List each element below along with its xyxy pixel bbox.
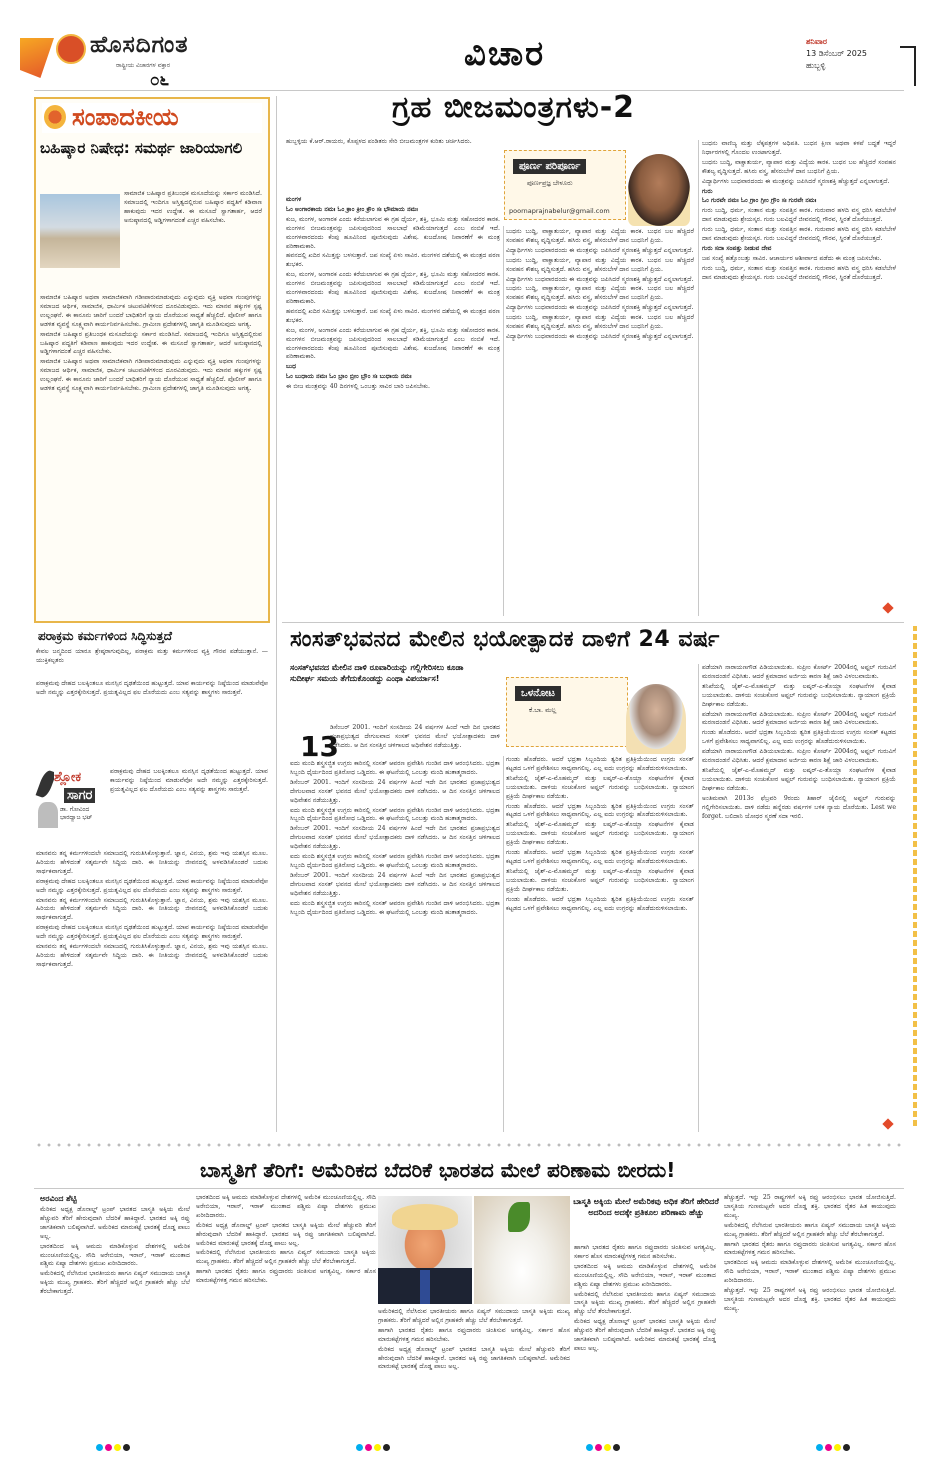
subhead-mars: ಮಂಗಳ [286,196,302,203]
shloka-body [36,850,268,1128]
editorial-photo [40,194,120,268]
basmati-paragraph: ಹಾಗಾಗಿ ಭಾರತದ ರೈತರು ಹಾಗೂ ರಫ್ತುದಾರರು ಚಿಂತಿಸುವ ಅಗತ್ಯವಿಲ್ಲ. ಸರ್ಕಾರ ಹೊಸ ಮಾರುಕಟ್ಟೆಗಳತ್ತ ಗಮನ ಹರಿಸಬೇಕು. [378,1326,570,1343]
shloka-paragraph: ಮಾನವನು ತನ್ನ ಕರ್ಮಗಳಿಂದಲೇ ಸಮಾಜದಲ್ಲಿ ಗುರುತಿಸಿಕೊಳ್ಳುತ್ತಾನೆ. ಜ್ಞಾನ, ವಿನಯ, ಶ್ರಮ ಇವು ಯಶಸ್ಸಿನ ಮೂಲ. ಹಿರಿಯರು ಹೇಳಿದಂತೆ ಸತ್ಕರ್ಮವೇ ಸಿದ್ಧಿಯ ದಾರಿ. ಈ ನೀತಿಯನ್ನು ಜೀವನದಲ್ಲಿ ಅಳವಡಿಸಿಕೊಂಡರೆ ಬದುಕು ಸಾರ್ಥಕವಾಗುತ್ತದೆ. [36,896,268,922]
dotted-separator [34,1140,904,1150]
shloka-paragraph: ಮಾನವನು ತನ್ನ ಕರ್ಮಗಳಿಂದಲೇ ಸಮಾಜದಲ್ಲಿ ಗುರುತಿಸಿಕೊಳ್ಳುತ್ತಾನೆ. ಜ್ಞಾನ, ವಿನಯ, ಶ್ರಮ ಇವು ಯಶಸ್ಸಿನ ಮೂಲ. ಹಿರಿಯರು ಹೇಳಿದಂತೆ ಸತ್ಕರ್ಮವೇ ಸಿದ್ಧಿಯ ದಾರಿ. ಈ ನೀತಿಯನ್ನು ಜೀವನದಲ್ಲಿ ಅಳವಡಿಸಿಕೊಂಡರೆ ಬದುಕು ಸಾರ್ಥಕವಾಗುತ್ತದೆ. [36,943,268,968]
basmati-paragraph: ಹೆಚ್ಚುತ್ತದೆ. ಇನ್ನು 25 ರಾಷ್ಟ್ರಗಳಿಗೆ ಅಕ್ಕಿ ರಫ್ತು ಆರಂಭಿಸಲು ಭಾರತ ಯೋಜಿಸುತ್ತಿದೆ. ಬಾಸ್ಮತಿಯ ಗುಣಮಟ್ಟವೇ ಅದರ ದೊಡ್ಡ ಶಕ್ತಿ. ಭಾರತದ ರೈತರ ಹಿತ ಕಾಯುವುದು ಮುಖ್ಯ. [724,1194,896,1219]
page-number: ೦೬ [150,70,170,90]
black-dot [613,1444,620,1451]
drop-cap: 13 [300,730,339,763]
parliament-paragraph: ಡಿಸೆಂಬರ್ 2001. ಇಂದಿಗೆ ಸಂಸದೀಯ 24 ವರ್ಷಗಳ ಹಿಂದೆ ಇದೇ ದಿನ ಭಾರತದ ಪ್ರಜಾಪ್ರಭುತ್ವದ ದೇಗುಲವಾದ ಸಂಸತ್ ಭವನದ ಮೇಲೆ ಭಯೋತ್ಪಾದಕರು ದಾಳಿ ನಡೆಸಿದರು. ಆ ದಿನ ಸಂಸತ್ತಿನ ಚಳಿಗಾಲದ ಅಧಿವೇಶನ ನಡೆಯುತ್ತಿತ್ತು. [290,871,500,897]
main-paragraph: ಜಪ ಸಂಖ್ಯೆ ಹತ್ತೊಂಬತ್ತು ಸಾವಿರ. ಆಚಾರ್ಯರ ಆಶೀರ್ವಾದ ಪಡೆದು ಈ ಮಂತ್ರ ಜಪಿಸಬೇಕು. [702,254,882,262]
basmati-paragraph: ಅಮೆರಿಕದಲ್ಲಿ ನೆಲೆಸಿರುವ ಭಾರತೀಯರು ಹಾಗೂ ಏಷ್ಯನ್ ಸಮುದಾಯ ಬಾಸ್ಮತಿ ಅಕ್ಕಿಯ ಮುಖ್ಯ ಗ್ರಾಹಕರು. ತೆರಿಗೆ ಹೆಚ್ಚಿದರೆ ಅಲ್ಲಿನ ಗ್ರಾಹಕರೇ ಹೆಚ್ಚು ಬೆಲೆ ತೆರಬೇಕಾಗುತ್ತದೆ. [378,1308,570,1324]
parliament-paragraph: ಅಂತಿಮವಾಗಿ 2013ರ ಫೆಬ್ರವರಿ 9ರಂದು ತಿಹಾರ್ ಜೈಲಿನಲ್ಲಿ ಅಫ್ಜಲ್ ಗುರುವನ್ನು ಗಲ್ಲಿಗೇರಿಸಲಾಯಿತು. ದಾಳಿ ನಡೆದು ಹನ್ನೆರಡು ವರ್ಷಗಳ ಬಳಿಕ ನ್ಯಾಯ ದೊರೆಯಿತು. Lest we forget. ಬಲಿದಾನಿ ಯೋಧರ ಸ್ಮರಣೆ ಸದಾ ಇರಲಿ. [702,794,896,820]
main-paragraph: ವಿದ್ಯಾರ್ಥಿಗಳು ಬುಧವಾರದಂದು ಈ ಮಂತ್ರವನ್ನು ಜಪಿಸಿದರೆ ಸ್ಮರಣಶಕ್ತಿ ಹೆಚ್ಚುತ್ತದೆ ಎನ್ನಲಾಗುತ್ತದೆ. [506,332,694,340]
basmati-paragraph: ಮೆರಿಕದ ಅಧ್ಯಕ್ಷ ಡೊನಾಲ್ಡ್ ಟ್ರಂಪ್ ಭಾರತದ ಬಾಸ್ಮತಿ ಅಕ್ಕಿಯ ಮೇಲೆ ಹೆಚ್ಚುವರಿ ತೆರಿಗೆ ಹೇರುವುದಾಗಿ ಬೆದರಿಕೆ ಹಾಕಿದ್ದಾರೆ. ಭಾರತದ ಅಕ್ಕಿ ರಫ್ತು ಜಾಗತಿಕವಾಗಿ ಬಲಿಷ್ಠವಾಗಿದೆ. ಅಮೆರಿಕದ ಮಾರುಕಟ್ಟೆ ಭಾರತಕ್ಕೆ ದೊಡ್ಡ ಪಾಲು ಅಲ್ಲ. [40,1206,190,1240]
trump-photo [378,1196,472,1304]
print-registration-marks [586,1436,622,1446]
mantra-mars: ಓಂ ಅಂಗಾರಕಾಯ ನಮಃ ಓಂ ಕ್ರಾಂ ಕ್ರೀಂ ಕ್ರೌಂ ಸಃ ಭೌಮಾಯ ನಮಃ [286,205,418,213]
basmati-paragraph: ಅಮೆರಿಕದಲ್ಲಿ ನೆಲೆಸಿರುವ ಭಾರತೀಯರು ಹಾಗೂ ಏಷ್ಯನ್ ಸಮುದಾಯ ಬಾಸ್ಮತಿ ಅಕ್ಕಿಯ ಮುಖ್ಯ ಗ್ರಾಹಕರು. ತೆರಿಗೆ ಹೆಚ್ಚಿದರೆ ಅಲ್ಲಿನ ಗ್ರಾಹಕರೇ ಹೆಚ್ಚು ಬೆಲೆ ತೆರಬೇಕಾಗುತ್ತದೆ. [574,1290,716,1316]
basmati-paragraph: ಮೆರಿಕದ ಅಧ್ಯಕ್ಷ ಡೊನಾಲ್ಡ್ ಟ್ರಂಪ್ ಭಾರತದ ಬಾಸ್ಮತಿ ಅಕ್ಕಿಯ ಮೇಲೆ ಹೆಚ್ಚುವರಿ ತೆರಿಗೆ ಹೇರುವುದಾಗಿ ಬೆದರಿಕೆ ಹಾಕಿದ್ದಾರೆ. ಭಾರತದ ಅಕ್ಕಿ ರಫ್ತು ಜಾಗತಿಕವಾಗಿ ಬಲಿಷ್ಠವಾಗಿದೆ. ಅಮೆರಿಕದ ಮಾರುಕಟ್ಟೆ ಭಾರತಕ್ಕೆ ದೊಡ್ಡ ಪಾಲು ಅಲ್ಲ. [574,1318,716,1352]
parliament-paragraph: ಪಡೆಯಾಗಿ ನಾರಾಯಣಗೌಡ ಪಿಡಿಯಲಾಯಿತು. ಸುಪ್ರೀಂ ಕೋರ್ಟ್ 2004ರಲ್ಲಿ ಅಫ್ಜಲ್ ಗುರುವಿಗೆ ಮರಣದಂಡನೆ ವಿಧಿಸಿತು. ಆದರೆ ಕ್ಷಮಾದಾನ ಅರ್ಜಿಯ ಕಾರಣ ಶಿಕ್ಷೆ ಜಾರಿ ವಿಳಂಬವಾಯಿತು. [702,748,896,765]
basmati-col-1 [40,1206,190,1430]
main-paragraph: ಗುರು ಬುದ್ಧಿ, ಧರ್ಮ, ಸಂತಾನ ಮತ್ತು ಸಂಪತ್ತಿನ ಕಾರಕ. ಗುರುವಾರ ಹಳದಿ ವಸ್ತ್ರ ಧರಿಸಿ ಕಡಲೆಬೇಳೆ ದಾನ ಮಾಡುವುದು ಶ್ರೇಯಸ್ಕರ. ಗುರು ಬಲವಿದ್ದರೆ ಜೀವನದಲ್ಲಿ ಗೌರವ, ಸ್ಥಿರತೆ ದೊರೆಯುತ್ತದೆ. [702,264,896,281]
author-name: ಪೂರ್ಣಪ್ರಜ್ಞ ಬೇಳೂರು [527,179,573,187]
mantra-mercury: ಓಂ ಬುಧಾಯ ನಮಃ ಓಂ ಬ್ರಾಂ ಬ್ರೀಂ ಬ್ರೌಂ ಸಃ ಬುಧಾಯ ನಮಃ [286,373,412,381]
quote-text: ಕೇವಲ ಜನ್ಮದಿಂದ ಯಾರೂ ಶ್ರೇಷ್ಠರಾಗುವುದಿಲ್ಲ, ಪರಾಕ್ರಮ ಮತ್ತು ಕರ್ಮಗಳಿಂದ ವ್ಯಕ್ತಿ ಗೌರವ ಪಡೆಯುತ್ತಾನೆ. — ಯುಕ್ತಿಕಲ್ಪತರು [36,648,268,664]
basmati-col-2 [196,1194,376,1430]
author-name: ಕೆ.ಬಾ. ಮಲ್ಲ [529,706,557,714]
column-divider [698,664,699,1132]
author-email: poornaprajnabelur@gmail.com [509,207,610,215]
main-paragraph: ಕುಜ, ಮಂಗಳ, ಅಂಗಾರಕ ಎಂದು ಕರೆಯಲಾಗುವ ಈ ಗ್ರಹ ಧೈರ್ಯ, ಶಕ್ತಿ, ಭೂಮಿ ಮತ್ತು ಸಹೋದರರ ಕಾರಕ. ಮಂಗಳನ ಬೀಜಮಂತ್ರವನ್ನು ಜಪಿಸುವುದರಿಂದ ಸಾಲಬಾಧೆ ಕಡಿಮೆಯಾಗುತ್ತದೆ ಎಂಬ ನಂಬಿಕೆ ಇದೆ. ಮಂಗಳವಾರದಂದು ಕೆಂಪು ಹೂವಿನಿಂದ ಪೂಜಿಸುವುದು ವಿಶೇಷ. ಕುಜದೋಷ ನಿವಾರಣೆಗೆ ಈ ಮಂತ್ರ ಪರಿಣಾಮಕಾರಿ. [286,215,500,250]
black-dot [843,1444,850,1451]
basmati-paragraph: ಭಾರತದಿಂದ ಅಕ್ಕಿ ಆಮದು ಮಾಡಿಕೊಳ್ಳುವ ದೇಶಗಳಲ್ಲಿ ಅಮೆರಿಕ ಮುಂಚೂಣಿಯಲ್ಲಿಲ್ಲ. ಸೌದಿ ಅರೇಬಿಯಾ, ಇರಾನ್, ಇರಾಕ್ ಮುಂತಾದ ಪಶ್ಚಿಮ ಏಷ್ಯಾ ದೇಶಗಳು ಪ್ರಮುಖ ಖರೀದಿದಾರರು. [40,1242,190,1268]
author-photo [38,802,58,828]
editorial-label: ಸಂಪಾದಕೀಯ [72,103,179,131]
yellow-dot [834,1444,841,1451]
print-registration-marks [816,1436,852,1446]
main-paragraph: ಬುಧನು ಬುದ್ಧಿ, ವಾಕ್ಚಾತುರ್ಯ, ವ್ಯಾಪಾರ ಮತ್ತು ವಿದ್ಯೆಯ ಕಾರಕ. ಬುಧನ ಬಲ ಹೆಚ್ಚಿದರೆ ಸಂವಹನ ಕೌಶಲ್ಯ ವೃದ್ಧಿಸುತ್ತದೆ. ಹಸಿರು ವಸ್ತ್ರ, ಹೆಸರುಬೇಳೆ ದಾನ ಬುಧನಿಗೆ ಪ್ರಿಯ. [506,256,694,273]
section-rule [282,622,904,623]
city-label: ಹುಬ್ಬಳ್ಳಿ [806,61,826,70]
parliament-col-1 [290,760,500,1132]
basmati-paragraph: ಮೆರಿಕದ ಅಧ್ಯಕ್ಷ ಡೊನಾಲ್ಡ್ ಟ್ರಂಪ್ ಭಾರತದ ಬಾಸ್ಮತಿ ಅಕ್ಕಿಯ ಮೇಲೆ ಹೆಚ್ಚುವರಿ ತೆರಿಗೆ ಹೇರುವುದಾಗಿ ಬೆದರಿಕೆ ಹಾಕಿದ್ದಾರೆ. ಭಾರತದ ಅಕ್ಕಿ ರಫ್ತು ಜಾಗತಿಕವಾಗಿ ಬಲಿಷ್ಠವಾಗಿದೆ. ಅಮೆರಿಕದ ಮಾರುಕಟ್ಟೆ ಭಾರತಕ್ಕೆ ದೊಡ್ಡ ಪಾಲು ಅಲ್ಲ. [378,1345,570,1371]
author-photo [626,684,686,754]
masthead-logo [20,30,252,90]
column-divider [698,140,699,616]
parliament-paragraph: ಐದು ಮಂದಿ ಶಸ್ತ್ರಸಜ್ಜಿತ ಉಗ್ರರು ಕಾರಿನಲ್ಲಿ ಸಂಸತ್ ಆವರಣ ಪ್ರವೇಶಿಸಿ ಗುಂಡಿನ ದಾಳಿ ಆರಂಭಿಸಿದರು. ಭದ್ರತಾ ಸಿಬ್ಬಂದಿ ಧೈರ್ಯದಿಂದ ಪ್ರತಿರೋಧ ಒಡ್ಡಿದರು. ಈ ಘಟನೆಯಲ್ಲಿ ಒಂಬತ್ತು ಮಂದಿ ಹುತಾತ್ಮರಾದರು. [290,853,500,869]
main-paragraph: ಬುಧನು ವಾಣಿಜ್ಯ ಮತ್ತು ಲೆಕ್ಕಪತ್ರಗಳ ಅಧಿಪತಿ. ಬುಧನ ಕ್ಷೀಣ ಅಥವಾ ಕಳಪೆ ಬದ್ಧತೆ ಇದ್ದರೆ ನಿರ್ಧಾರಗಳಲ್ಲಿ ಗೊಂದಲ ಉಂಟಾಗುತ್ತದೆ. [702,140,896,156]
parliament-paragraph: ಡಿಸೆಂಬರ್ 2001. ಇಂದಿಗೆ ಸಂಸದೀಯ 24 ವರ್ಷಗಳ ಹಿಂದೆ ಇದೇ ದಿನ ಭಾರತದ ಪ್ರಜಾಪ್ರಭುತ್ವದ ದೇಗುಲವಾದ ಸಂಸತ್ ಭವನದ ಮೇಲೆ ಭಯೋತ್ಪಾದಕರು ದಾಳಿ ನಡೆಸಿದರು. ಆ ದಿನ ಸಂಸತ್ತಿನ ಚಳಿಗಾಲದ ಅಧಿವೇಶನ ನಡೆಯುತ್ತಿತ್ತು. [290,825,500,851]
main-col-1 [286,196,500,616]
main-col-3 [702,140,896,616]
leaf-icon [508,1202,530,1232]
gold-edge-rule [913,626,917,1126]
paper-name: ಹೊಸದಿಗಂತ [90,32,189,58]
basmati-paragraph: ಅಮೆರಿಕದಲ್ಲಿ ನೆಲೆಸಿರುವ ಭಾರತೀಯರು ಹಾಗೂ ಏಷ್ಯನ್ ಸಮುದಾಯ ಬಾಸ್ಮತಿ ಅಕ್ಕಿಯ ಮುಖ್ಯ ಗ್ರಾಹಕರು. ತೆರಿಗೆ ಹೆಚ್ಚಿದರೆ ಅಲ್ಲಿನ ಗ್ರಾಹಕರೇ ಹೆಚ್ಚು ಬೆಲೆ ತೆರಬೇಕಾಗುತ್ತದೆ. [724,1221,896,1238]
main-paragraph: ವಿದ್ಯಾರ್ಥಿಗಳು ಬುಧವಾರದಂದು ಈ ಮಂತ್ರವನ್ನು ಜಪಿಸಿದರೆ ಸ್ಮರಣಶಕ್ತಿ ಹೆಚ್ಚುತ್ತದೆ ಎನ್ನಲಾಗುತ್ತದೆ. [506,275,694,283]
main-paragraph: ಈ ಬೀಜ ಮಂತ್ರವನ್ನು 40 ದಿನಗಳಲ್ಲಿ ಒಂಬತ್ತು ಸಾವಿರ ಬಾರಿ ಜಪಿಸಬೇಕು. [286,383,430,391]
cyan-dot [356,1444,363,1451]
byline: ಅರವಿಂದ ಶೆಟ್ಟಿ [40,1194,77,1203]
main-paragraph: ಕುಜ, ಮಂಗಳ, ಅಂಗಾರಕ ಎಂದು ಕರೆಯಲಾಗುವ ಈ ಗ್ರಹ ಧೈರ್ಯ, ಶಕ್ತಿ, ಭೂಮಿ ಮತ್ತು ಸಹೋದರರ ಕಾರಕ. ಮಂಗಳನ ಬೀಜಮಂತ್ರವನ್ನು ಜಪಿಸುವುದರಿಂದ ಸಾಲಬಾಧೆ ಕಡಿಮೆಯಾಗುತ್ತದೆ ಎಂಬ ನಂಬಿಕೆ ಇದೆ. ಮಂಗಳವಾರದಂದು ಕೆಂಪು ಹೂವಿನಿಂದ ಪೂಜಿಸುವುದು ವಿಶೇಷ. ಕುಜದೋಷ ನಿವಾರಣೆಗೆ ಈ ಮಂತ್ರ ಪರಿಣಾಮಕಾರಿ. [286,326,500,361]
ribbon-decoration [20,38,54,78]
shloka-body-top: ಪರಾಕ್ರಮವು ದೇಹದ ಬಲಕ್ಕಿಂತಲೂ ಮನಸ್ಸಿನ ದೃಢತೆಯಿಂದ ಹುಟ್ಟುತ್ತದೆ. ಯಾವ ಕಾರ್ಯವನ್ನು ನಿಷ್ಠೆಯಿಂದ ಮಾಡುವೆವೋ ಅದೇ ನಮ್ಮನ್ನು ಎತ್ತರಕ್ಕೇರಿಸುತ್ತದೆ. ಪ್ರಯತ್ನವಿಲ್ಲದ ಫಲ ದೊರೆಯದು ಎಂಬ ಸತ್ಯವನ್ನು ಶಾಸ್ತ್ರಗಳು ಸಾರುತ್ತವೆ. [36,680,268,696]
column-divider [503,226,504,616]
column-name: ಪೂರ್ಣ ಪರಿಪೂರ್ಣ [513,159,586,174]
cyan-dot [96,1444,103,1451]
yellow-dot [604,1444,611,1451]
parliament-paragraph: ಗುಂಡು ಹೊಡೆದರು. ಆದರೆ ಭದ್ರತಾ ಸಿಬ್ಬಂದಿಯ ತ್ವರಿತ ಪ್ರತಿಕ್ರಿಯೆಯಿಂದ ಉಗ್ರರು ಸಂಸತ್ ಕಟ್ಟಡದ ಒಳಗೆ ಪ್ರವೇಶಿಸಲು ಸಾಧ್ಯವಾಗಲಿಲ್ಲ. ಎಲ್ಲ ಐದು ಉಗ್ರರನ್ನು ಹೊಡೆದುರುಳಿಸಲಾಯಿತು. [702,729,896,746]
main-paragraph: ಹವನದಲ್ಲಿ ಖದಿರ ಸಮಿತ್ತನ್ನು ಬಳಸುತ್ತಾರೆ. ಜಪ ಸಂಖ್ಯೆ ಏಳು ಸಾವಿರ. ಮಂಗಳನ ದಶೆಯಲ್ಲಿ ಈ ಮಂತ್ರದ ಪಠಣ ಶುಭಕರ. [286,307,500,324]
logo-emblem-icon [56,34,86,64]
subhead-mercury: ಬುಧ [286,363,297,371]
paper-tagline: ರಾಷ್ಟ್ರೀಯ ವಿಚಾರಗಳ ವಕ್ತಾರ [116,62,171,69]
magenta-dot [365,1444,372,1451]
editorial-body [40,294,262,618]
parliament-opening: ಡಿಸೆಂಬರ್ 2001. ಇಂದಿಗೆ ಸಂಸದೀಯ 24 ವರ್ಷಗಳ ಹಿಂದೆ ಇದೇ ದಿನ ಭಾರತದ ಪ್ರಜಾಪ್ರಭುತ್ವದ ದೇಗುಲವಾದ ಸಂಸತ್ ಭವನದ ಮೇಲೆ ಭಯೋತ್ಪಾದಕರು ದಾಳಿ ನಡೆಸಿದರು. ಆ ದಿನ ಸಂಸತ್ತಿನ ಚಳಿಗಾಲದ ಅಧಿವೇಶನ ನಡೆಯುತ್ತಿತ್ತು. [330,724,500,749]
main-paragraph: ಬುಧನು ಬುದ್ಧಿ, ವಾಕ್ಚಾತುರ್ಯ, ವ್ಯಾಪಾರ ಮತ್ತು ವಿದ್ಯೆಯ ಕಾರಕ. ಬುಧನ ಬಲ ಹೆಚ್ಚಿದರೆ ಸಂವಹನ ಕೌಶಲ್ಯ ವೃದ್ಧಿಸುತ್ತದೆ. ಹಸಿರು ವಸ್ತ್ರ, ಹೆಸರುಬೇಳೆ ದಾನ ಬುಧನಿಗೆ ಪ್ರಿಯ. [506,314,694,331]
parliament-paragraph: ಐದು ಮಂದಿ ಶಸ್ತ್ರಸಜ್ಜಿತ ಉಗ್ರರು ಕಾರಿನಲ್ಲಿ ಸಂಸತ್ ಆವರಣ ಪ್ರವೇಶಿಸಿ ಗುಂಡಿನ ದಾಳಿ ಆರಂಭಿಸಿದರು. ಭದ್ರತಾ ಸಿಬ್ಬಂದಿ ಧೈರ್ಯದಿಂದ ಪ್ರತಿರೋಧ ಒಡ್ಡಿದರು. ಈ ಘಟನೆಯಲ್ಲಿ ಒಂಬತ್ತು ಮಂದಿ ಹುತಾತ್ಮರಾದರು. [290,806,500,823]
basmati-paragraph: ಅಮೆರಿಕದಲ್ಲಿ ನೆಲೆಸಿರುವ ಭಾರತೀಯರು ಹಾಗೂ ಏಷ್ಯನ್ ಸಮುದಾಯ ಬಾಸ್ಮತಿ ಅಕ್ಕಿಯ ಮುಖ್ಯ ಗ್ರಾಹಕರು. ತೆರಿಗೆ ಹೆಚ್ಚಿದರೆ ಅಲ್ಲಿನ ಗ್ರಾಹಕರೇ ಹೆಚ್ಚು ಬೆಲೆ ತೆರಬೇಕಾಗುತ್ತದೆ. [40,1270,190,1296]
editorial-paragraph: ಸಾಮಾಜಿಕ ಬಹಿಷ್ಕಾರ ಅಥವಾ ಸಾಮಾಜಿಕವಾಗಿ ಗಡೀಪಾರುಮಾಡುವುದು ಎನ್ನುವುದು ವ್ಯಕ್ತಿ ಅಥವಾ ಗುಂಪುಗಳನ್ನು ಸಮಾಜದ ಆರ್ಥಿಕ, ಸಾಮಾಜಿಕ, ಧಾರ್ಮಿಕ ಚಟುವಟಿಕೆಗಳಿಂದ ದೂರವಿಡುವುದು. ಇದು ಮಾನವ ಹಕ್ಕುಗಳ ಸ್ಪಷ್ಟ ಉಲ್ಲಂಘನೆ. ಈ ಕಾನೂನು ಜಾರಿಗೆ ಬಂದರೆ ಬಾಧಿತರಿಗೆ ನ್ಯಾಯ ದೊರೆಯುವ ಸಾಧ್ಯತೆ ಹೆಚ್ಚಲಿದೆ. ಪೊಲೀಸ್ ಹಾಗೂ ಆಡಳಿತ ವ್ಯವಸ್ಥೆ ಸೂಕ್ಷ್ಮವಾಗಿ ಕಾರ್ಯನಿರ್ವಹಿಸಬೇಕು. ಗ್ರಾಮೀಣ ಪ್ರದೇಶಗಳಲ್ಲಿ ಜಾಗೃತಿ ಮೂಡಿಸುವುದು ಅಗತ್ಯ. [40,294,262,328]
magenta-dot [595,1444,602,1451]
basmati-headline: ಬಾಸ್ಮತಿಗೆ ತೆರಿಗೆ: ಅಮೆರಿಕದ ಬೆದರಿಕೆ ಭಾರತದ ಮೇಲೆ ಪರಿಣಾಮ ಬೀರದು! [200,1158,676,1182]
print-registration-marks [356,1436,392,1446]
main-paragraph: ವಿದ್ಯಾರ್ಥಿಗಳು ಬುಧವಾರದಂದು ಈ ಮಂತ್ರವನ್ನು ಜಪಿಸಿದರೆ ಸ್ಮರಣಶಕ್ತಿ ಹೆಚ್ಚುತ್ತದೆ ಎನ್ನಲಾಗುತ್ತದೆ. [506,246,694,254]
editorial-header [42,103,262,133]
column-name: ಒಳನೋಟ [515,686,561,701]
cyan-dot [816,1444,823,1451]
author-photo [628,154,690,226]
basmati-paragraph: ಭಾರತದಿಂದ ಅಕ್ಕಿ ಆಮದು ಮಾಡಿಕೊಳ್ಳುವ ದೇಶಗಳಲ್ಲಿ ಅಮೆರಿಕ ಮುಂಚೂಣಿಯಲ್ಲಿಲ್ಲ. ಸೌದಿ ಅರೇಬಿಯಾ, ಇರಾನ್, ಇರಾಕ್ ಮುಂತಾದ ಪಶ್ಚಿಮ ಏಷ್ಯಾ ದೇಶಗಳು ಪ್ರಮುಖ ಖರೀದಿದಾರರು. [196,1194,376,1219]
main-paragraph: ಬುಧನು ಬುದ್ಧಿ, ವಾಕ್ಚಾತುರ್ಯ, ವ್ಯಾಪಾರ ಮತ್ತು ವಿದ್ಯೆಯ ಕಾರಕ. ಬುಧನ ಬಲ ಹೆಚ್ಚಿದರೆ ಸಂವಹನ ಕೌಶಲ್ಯ ವೃದ್ಧಿಸುತ್ತದೆ. ಹಸಿರು ವಸ್ತ್ರ, ಹೆಸರುಬೇಳೆ ದಾನ ಬುಧನಿಗೆ ಪ್ರಿಯ. [702,158,896,175]
parliament-paragraph: ಡಿಸೆಂಬರ್ 2001. ಇಂದಿಗೆ ಸಂಸದೀಯ 24 ವರ್ಷಗಳ ಹಿಂದೆ ಇದೇ ದಿನ ಭಾರತದ ಪ್ರಜಾಪ್ರಭುತ್ವದ ದೇಗುಲವಾದ ಸಂಸತ್ ಭವನದ ಮೇಲೆ ಭಯೋತ್ಪಾದಕರು ದಾಳಿ ನಡೆಸಿದರು. ಆ ದಿನ ಸಂಸತ್ತಿನ ಚಳಿಗಾಲದ ಅಧಿವೇಶನ ನಡೆಯುತ್ತಿತ್ತು. [290,778,500,804]
basmati-col-4 [574,1244,716,1430]
main-paragraph: ಬುಧನು ಬುದ್ಧಿ, ವಾಕ್ಚಾತುರ್ಯ, ವ್ಯಾಪಾರ ಮತ್ತು ವಿದ್ಯೆಯ ಕಾರಕ. ಬುಧನ ಬಲ ಹೆಚ್ಚಿದರೆ ಸಂವಹನ ಕೌಶಲ್ಯ ವೃದ್ಧಿಸುತ್ತದೆ. ಹಸಿರು ವಸ್ತ್ರ, ಹೆಸರುಬೇಳೆ ದಾನ ಬುಧನಿಗೆ ಪ್ರಿಯ. [506,228,694,244]
print-registration-marks [96,1436,132,1446]
pull-quote: ಬಾಸ್ಮತಿ ಅಕ್ಕಿಯ ಮೇಲೆ ಅಮೆರಿಕವು ಅಧಿಕ ತೆರಿಗೆ ಹೇರಿದರೆ ಅದರಿಂದ ಅದಕ್ಕೇ ಪ್ರತಿಕೂಲ ಪರಿಣಾಮ ಹೆಚ್ಚು [573,1197,719,1217]
section-rule [34,1188,904,1189]
basmati-paragraph: ಹಾಗಾಗಿ ಭಾರತದ ರೈತರು ಹಾಗೂ ರಫ್ತುದಾರರು ಚಿಂತಿಸುವ ಅಗತ್ಯವಿಲ್ಲ. ಸರ್ಕಾರ ಹೊಸ ಮಾರುಕಟ್ಟೆಗಳತ್ತ ಗಮನ ಹರಿಸಬೇಕು. [574,1244,716,1260]
black-dot [123,1444,130,1451]
parliament-paragraph: ತನಿಖೆಯಲ್ಲಿ ಜೈಶ್-ಎ-ಮೊಹಮ್ಮದ್ ಮತ್ತು ಲಷ್ಕರ್-ಎ-ತೊಯ್ಬಾ ಸಂಘಟನೆಗಳ ಕೈವಾಡ ಬಯಲಾಯಿತು. ದಾಳಿಯ ಸಂಚುಕೋರ ಅಫ್ಜಲ್ ಗುರುವನ್ನು ಬಂಧಿಸಲಾಯಿತು. ನ್ಯಾಯಾಂಗ ಪ್ರಕ್ರಿಯೆ ದೀರ್ಘಕಾಲ ನಡೆಯಿತು. [702,682,896,708]
editorial-body-intro: ಸಾಮಾಜಿಕ ಬಹಿಷ್ಕಾರ ಪ್ರತಿಬಂಧಕ ಮಸೂದೆಯನ್ನು ಸರ್ಕಾರ ಮಂಡಿಸಿದೆ. ಸಮಾಜದಲ್ಲಿ ಇಂದಿಗೂ ಅಸ್ತಿತ್ವದಲ್ಲಿರುವ ಬಹಿಷ್ಕಾರ ಪದ್ಧತಿಗೆ ಕಡಿವಾಣ ಹಾಕುವುದು ಇದರ ಉದ್ದೇಶ. ಈ ಮಸೂದೆ ಸ್ವಾಗತಾರ್ಹ, ಆದರೆ ಅನುಷ್ಠಾನದಲ್ಲಿ ಅಡ್ಡಿಗಳಾಗದಂತೆ ಎಚ್ಚರ ವಹಿಸಬೇಕು. [124,190,262,224]
parliament-lead: ಸಂಸತ್‌ಭವನದ ಮೇಲಿನ ದಾಳಿ ರೂವಾರಿಯನ್ನು ಗಲ್ಲಿಗೇರಿಸಲು ಕೂಡಾ ಸುದೀರ್ಘ ಸಮಯ ತೆಗೆದುಕೊಂಡದ್ದು ಎಂಥಾ ವಿಪರ್ಯಾಸ! [290,663,464,683]
yellow-dot [374,1444,381,1451]
shloka-author: ಡಾ. ಗೋವಿಂದ ಭಾರದ್ವಾಜ ಭಟ್ [60,806,93,821]
subhead-jupiter: ಗುರು [702,187,713,195]
shloka-paragraph: ಪರಾಕ್ರಮವು ದೇಹದ ಬಲಕ್ಕಿಂತಲೂ ಮನಸ್ಸಿನ ದೃಢತೆಯಿಂದ ಹುಟ್ಟುತ್ತದೆ. ಯಾವ ಕಾರ್ಯವನ್ನು ನಿಷ್ಠೆಯಿಂದ ಮಾಡುವೆವೋ ಅದೇ ನಮ್ಮನ್ನು ಎತ್ತರಕ್ಕೇರಿಸುತ್ತದೆ. ಪ್ರಯತ್ನವಿಲ್ಲದ ಫಲ ದೊರೆಯದು ಎಂಬ ಸತ್ಯವನ್ನು ಶಾಸ್ತ್ರಗಳು ಸಾರುತ್ತವೆ. [36,924,268,941]
quote-title: ಪರಾಕ್ರಮ ಕರ್ಮಗಳಿಂದ ಸಿದ್ಧಿಸುತ್ತದೆ [38,629,172,643]
black-dot [383,1444,390,1451]
parliament-paragraph: ತನಿಖೆಯಲ್ಲಿ ಜೈಶ್-ಎ-ಮೊಹಮ್ಮದ್ ಮತ್ತು ಲಷ್ಕರ್-ಎ-ತೊಯ್ಬಾ ಸಂಘಟನೆಗಳ ಕೈವಾಡ ಬಯಲಾಯಿತು. ದಾಳಿಯ ಸಂಚುಕೋರ ಅಫ್ಜಲ್ ಗುರುವನ್ನು ಬಂಧಿಸಲಾಯಿತು. ನ್ಯಾಯಾಂಗ ಪ್ರಕ್ರಿಯೆ ದೀರ್ಘಕಾಲ ನಡೆಯಿತು. [702,766,896,792]
date-label: 13 ಡಿಸೆಂಬರ್ 2025 [806,49,868,58]
basmati-paragraph: ಮೆರಿಕದ ಅಧ್ಯಕ್ಷ ಡೊನಾಲ್ಡ್ ಟ್ರಂಪ್ ಭಾರತದ ಬಾಸ್ಮತಿ ಅಕ್ಕಿಯ ಮೇಲೆ ಹೆಚ್ಚುವರಿ ತೆರಿಗೆ ಹೇರುವುದಾಗಿ ಬೆದರಿಕೆ ಹಾಕಿದ್ದಾರೆ. ಭಾರತದ ಅಕ್ಕಿ ರಫ್ತು ಜಾಗತಿಕವಾಗಿ ಬಲಿಷ್ಠವಾಗಿದೆ. ಅಮೆರಿಕದ ಮಾರುಕಟ್ಟೆ ಭಾರತಕ್ಕೆ ದೊಡ್ಡ ಪಾಲು ಅಲ್ಲ. [196,1221,376,1247]
rice-photo [474,1196,570,1304]
parliament-paragraph: ಪಡೆಯಾಗಿ ನಾರಾಯಣಗೌಡ ಪಿಡಿಯಲಾಯಿತು. ಸುಪ್ರೀಂ ಕೋರ್ಟ್ 2004ರಲ್ಲಿ ಅಫ್ಜಲ್ ಗುರುವಿಗೆ ಮರಣದಂಡನೆ ವಿಧಿಸಿತು. ಆದರೆ ಕ್ಷಮಾದಾನ ಅರ್ಜಿಯ ಕಾರಣ ಶಿಕ್ಷೆ ಜಾರಿ ವಿಳಂಬವಾಯಿತು. [702,710,896,727]
shloka-paragraph: ಪರಾಕ್ರಮವು ದೇಹದ ಬಲಕ್ಕಿಂತಲೂ ಮನಸ್ಸಿನ ದೃಢತೆಯಿಂದ ಹುಟ್ಟುತ್ತದೆ. ಯಾವ ಕಾರ್ಯವನ್ನು ನಿಷ್ಠೆಯಿಂದ ಮಾಡುವೆವೋ ಅದೇ ನಮ್ಮನ್ನು ಎತ್ತರಕ್ಕೇರಿಸುತ್ತದೆ. ಪ್ರಯತ್ನವಿಲ್ಲದ ಫಲ ದೊರೆಯದು ಎಂಬ ಸತ್ಯವನ್ನು ಶಾಸ್ತ್ರಗಳು ಸಾರುತ್ತವೆ. [36,877,268,894]
main-paragraph: ಬುಧನು ಬುದ್ಧಿ, ವಾಕ್ಚಾತುರ್ಯ, ವ್ಯಾಪಾರ ಮತ್ತು ವಿದ್ಯೆಯ ಕಾರಕ. ಬುಧನ ಬಲ ಹೆಚ್ಚಿದರೆ ಸಂವಹನ ಕೌಶಲ್ಯ ವೃದ್ಧಿಸುತ್ತದೆ. ಹಸಿರು ವಸ್ತ್ರ, ಹೆಸರುಬೇಳೆ ದಾನ ಬುಧನಿಗೆ ಪ್ರಿಯ. [506,285,694,302]
parliament-paragraph: ತನಿಖೆಯಲ್ಲಿ ಜೈಶ್-ಎ-ಮೊಹಮ್ಮದ್ ಮತ್ತು ಲಷ್ಕರ್-ಎ-ತೊಯ್ಬಾ ಸಂಘಟನೆಗಳ ಕೈವಾಡ ಬಯಲಾಯಿತು. ದಾಳಿಯ ಸಂಚುಕೋರ ಅಫ್ಜಲ್ ಗುರುವನ್ನು ಬಂಧಿಸಲಾಯಿತು. ನ್ಯಾಯಾಂಗ ಪ್ರಕ್ರಿಯೆ ದೀರ್ಘಕಾಲ ನಡೆಯಿತು. [506,821,694,847]
parliament-paragraph: ತನಿಖೆಯಲ್ಲಿ ಜೈಶ್-ಎ-ಮೊಹಮ್ಮದ್ ಮತ್ತು ಲಷ್ಕರ್-ಎ-ತೊಯ್ಬಾ ಸಂಘಟನೆಗಳ ಕೈವಾಡ ಬಯಲಾಯಿತು. ದಾಳಿಯ ಸಂಚುಕೋರ ಅಫ್ಜಲ್ ಗುರುವನ್ನು ಬಂಧಿಸಲಾಯಿತು. ನ್ಯಾಯಾಂಗ ಪ್ರಕ್ರಿಯೆ ದೀರ್ಘಕಾಲ ನಡೆಯಿತು. [506,867,694,893]
parliament-paragraph: ಗುಂಡು ಹೊಡೆದರು. ಆದರೆ ಭದ್ರತಾ ಸಿಬ್ಬಂದಿಯ ತ್ವರಿತ ಪ್ರತಿಕ್ರಿಯೆಯಿಂದ ಉಗ್ರರು ಸಂಸತ್ ಕಟ್ಟಡದ ಒಳಗೆ ಪ್ರವೇಶಿಸಲು ಸಾಧ್ಯವಾಗಲಿಲ್ಲ. ಎಲ್ಲ ಐದು ಉಗ್ರರನ್ನು ಹೊಡೆದುರುಳಿಸಲಾಯಿತು. [506,849,694,865]
parliament-paragraph: ತನಿಖೆಯಲ್ಲಿ ಜೈಶ್-ಎ-ಮೊಹಮ್ಮದ್ ಮತ್ತು ಲಷ್ಕರ್-ಎ-ತೊಯ್ಬಾ ಸಂಘಟನೆಗಳ ಕೈವಾಡ ಬಯಲಾಯಿತು. ದಾಳಿಯ ಸಂಚುಕೋರ ಅಫ್ಜಲ್ ಗುರುವನ್ನು ಬಂಧಿಸಲಾಯಿತು. ನ್ಯಾಯಾಂಗ ಪ್ರಕ್ರಿಯೆ ದೀರ್ಘಕಾಲ ನಡೆಯಿತು. [506,774,694,800]
photo-tie [420,1270,430,1304]
editorial-headline: ಬಹಿಷ್ಕಾರ ನಿಷೇಧ: ಸಮರ್ಥ ಜಾರಿಯಾಗಲಿ [40,139,243,157]
parliament-paragraph: ಐದು ಮಂದಿ ಶಸ್ತ್ರಸಜ್ಜಿತ ಉಗ್ರರು ಕಾರಿನಲ್ಲಿ ಸಂಸತ್ ಆವರಣ ಪ್ರವೇಶಿಸಿ ಗುಂಡಿನ ದಾಳಿ ಆರಂಭಿಸಿದರು. ಭದ್ರತಾ ಸಿಬ್ಬಂದಿ ಧೈರ್ಯದಿಂದ ಪ್ರತಿರೋಧ ಒಡ್ಡಿದರು. ಈ ಘಟನೆಯಲ್ಲಿ ಒಂಬತ್ತು ಮಂದಿ ಹುತಾತ್ಮರಾದರು. [290,899,500,916]
column-divider [503,756,504,1132]
main-paragraph: ಹವನದಲ್ಲಿ ಖದಿರ ಸಮಿತ್ತನ್ನು ಬಳಸುತ್ತಾರೆ. ಜಪ ಸಂಖ್ಯೆ ಏಳು ಸಾವಿರ. ಮಂಗಳನ ದಶೆಯಲ್ಲಿ ಈ ಮಂತ್ರದ ಪಠಣ ಶುಭಕರ. [286,252,500,269]
basmati-paragraph: ಅಮೆರಿಕದಲ್ಲಿ ನೆಲೆಸಿರುವ ಭಾರತೀಯರು ಹಾಗೂ ಏಷ್ಯನ್ ಸಮುದಾಯ ಬಾಸ್ಮತಿ ಅಕ್ಕಿಯ ಮುಖ್ಯ ಗ್ರಾಹಕರು. ತೆರಿಗೆ ಹೆಚ್ಚಿದರೆ ಅಲ್ಲಿನ ಗ್ರಾಹಕರೇ ಹೆಚ್ಚು ಬೆಲೆ ತೆರಬೇಕಾಗುತ್ತದೆ. [196,1249,376,1266]
main-paragraph: ಗುರು ಬುದ್ಧಿ, ಧರ್ಮ, ಸಂತಾನ ಮತ್ತು ಸಂಪತ್ತಿನ ಕಾರಕ. ಗುರುವಾರ ಹಳದಿ ವಸ್ತ್ರ ಧರಿಸಿ ಕಡಲೆಬೇಳೆ ದಾನ ಮಾಡುವುದು ಶ್ರೇಯಸ್ಕರ. ಗುರು ಬಲವಿದ್ದರೆ ಜೀವನದಲ್ಲಿ ಗೌರವ, ಸ್ಥಿರತೆ ದೊರೆಯುತ್ತದೆ. [702,207,896,224]
main-paragraph: ಗುರು ಬುದ್ಧಿ, ಧರ್ಮ, ಸಂತಾನ ಮತ್ತು ಸಂಪತ್ತಿನ ಕಾರಕ. ಗುರುವಾರ ಹಳದಿ ವಸ್ತ್ರ ಧರಿಸಿ ಕಡಲೆಬೇಳೆ ದಾನ ಮಾಡುವುದು ಶ್ರೇಯಸ್ಕರ. ಗುರು ಬಲವಿದ್ದರೆ ಜೀವನದಲ್ಲಿ ಗೌರವ, ಸ್ಥಿರತೆ ದೊರೆಯುತ್ತದೆ. [702,226,896,243]
magenta-dot [825,1444,832,1451]
main-intro: ಹುಬ್ಬಳ್ಳಿಯ ಕೆ.ಆರ್.ರಾಯರು, ಕೊಪ್ಪಳದ ಪಂಡಿತರು ಸೇರಿ ಬೀಜಮಂತ್ರಗಳ ಕುರಿತು ಚರ್ಚಿಸಿದರು. [286,138,472,145]
day-label: ಶನಿವಾರ [806,37,828,46]
main-paragraph: ವಿದ್ಯಾರ್ಥಿಗಳು ಬುಧವಾರದಂದು ಈ ಮಂತ್ರವನ್ನು ಜಪಿಸಿದರೆ ಸ್ಮರಣಶಕ್ತಿ ಹೆಚ್ಚುತ್ತದೆ ಎನ್ನಲಾಗುತ್ತದೆ. [506,304,694,312]
shloka-label: ಶ್ಲೋಕ [54,770,82,785]
magenta-dot [105,1444,112,1451]
basmati-paragraph: ಹಾಗಾಗಿ ಭಾರತದ ರೈತರು ಹಾಗೂ ರಫ್ತುದಾರರು ಚಿಂತಿಸುವ ಅಗತ್ಯವಿಲ್ಲ. ಸರ್ಕಾರ ಹೊಸ ಮಾರುಕಟ್ಟೆಗಳತ್ತ ಗಮನ ಹರಿಸಬೇಕು. [724,1240,896,1257]
parliament-paragraph: ಗುಂಡು ಹೊಡೆದರು. ಆದರೆ ಭದ್ರತಾ ಸಿಬ್ಬಂದಿಯ ತ್ವರಿತ ಪ್ರತಿಕ್ರಿಯೆಯಿಂದ ಉಗ್ರರು ಸಂಸತ್ ಕಟ್ಟಡದ ಒಳಗೆ ಪ್ರವೇಶಿಸಲು ಸಾಧ್ಯವಾಗಲಿಲ್ಲ. ಎಲ್ಲ ಐದು ಉಗ್ರರನ್ನು ಹೊಡೆದುರುಳಿಸಲಾಯಿತು. [506,756,694,772]
basmati-paragraph: ಹೆಚ್ಚುತ್ತದೆ. ಇನ್ನು 25 ರಾಷ್ಟ್ರಗಳಿಗೆ ಅಕ್ಕಿ ರಫ್ತು ಆರಂಭಿಸಲು ಭಾರತ ಯೋಜಿಸುತ್ತಿದೆ. ಬಾಸ್ಮತಿಯ ಗುಣಮಟ್ಟವೇ ಅದರ ದೊಡ್ಡ ಶಕ್ತಿ. ಭಾರತದ ರೈತರ ಹಿತ ಕಾಯುವುದು ಮುಖ್ಯ. [724,1287,896,1312]
mantra-jupiter: ಓಂ ಗುರವೇ ನಮಃ ಓಂ ಗ್ರಾಂ ಗ್ರೀಂ ಗ್ರೌಂ ಸಃ ಗುರವೇ ನಮಃ [702,197,817,205]
main-paragraph: ವಿದ್ಯಾರ್ಥಿಗಳು ಬುಧವಾರದಂದು ಈ ಮಂತ್ರವನ್ನು ಜಪಿಸಿದರೆ ಸ್ಮರಣಶಕ್ತಿ ಹೆಚ್ಚುತ್ತದೆ ಎನ್ನಲಾಗುತ್ತದೆ. [702,177,890,185]
author-box [504,150,626,220]
main-col-2 [506,228,694,616]
sagara-label: ಸಾಗರ [64,788,95,803]
parliament-paragraph: ಗುಂಡು ಹೊಡೆದರು. ಆದರೆ ಭದ್ರತಾ ಸಿಬ್ಬಂದಿಯ ತ್ವರಿತ ಪ್ರತಿಕ್ರಿಯೆಯಿಂದ ಉಗ್ರರು ಸಂಸತ್ ಕಟ್ಟಡದ ಒಳಗೆ ಪ್ರವೇಶಿಸಲು ಸಾಧ್ಯವಾಗಲಿಲ್ಲ. ಎಲ್ಲ ಐದು ಉಗ್ರರನ್ನು ಹೊಡೆದುರುಳಿಸಲಾಯಿತು. [506,895,694,912]
editorial-logo-icon [44,105,66,129]
shloka-column-badge [36,766,106,830]
main-paragraph: ಕುಜ, ಮಂಗಳ, ಅಂಗಾರಕ ಎಂದು ಕರೆಯಲಾಗುವ ಈ ಗ್ರಹ ಧೈರ್ಯ, ಶಕ್ತಿ, ಭೂಮಿ ಮತ್ತು ಸಹೋದರರ ಕಾರಕ. ಮಂಗಳನ ಬೀಜಮಂತ್ರವನ್ನು ಜಪಿಸುವುದರಿಂದ ಸಾಲಬಾಧೆ ಕಡಿಮೆಯಾಗುತ್ತದೆ ಎಂಬ ನಂಬಿಕೆ ಇದೆ. ಮಂಗಳವಾರದಂದು ಕೆಂಪು ಹೂವಿನಿಂದ ಪೂಜಿಸುವುದು ವಿಶೇಷ. ಕುಜದೋಷ ನಿವಾರಣೆಗೆ ಈ ಮಂತ್ರ ಪರಿಣಾಮಕಾರಿ. [286,271,500,305]
main-headline: ಗ್ರಹ ಬೀಜಮಂತ್ರಗಳು-2 [392,90,636,125]
basmati-col-3 [378,1308,570,1430]
parliament-paragraph: ಪಡೆಯಾಗಿ ನಾರಾಯಣಗೌಡ ಪಿಡಿಯಲಾಯಿತು. ಸುಪ್ರೀಂ ಕೋರ್ಟ್ 2004ರಲ್ಲಿ ಅಫ್ಜಲ್ ಗುರುವಿಗೆ ಮರಣದಂಡನೆ ವಿಧಿಸಿತು. ಆದರೆ ಕ್ಷಮಾದಾನ ಅರ್ಜಿಯ ಕಾರಣ ಶಿಕ್ಷೆ ಜಾರಿ ವಿಳಂಬವಾಯಿತು. [702,664,896,680]
basmati-col-5 [724,1194,896,1430]
dateline [806,36,896,72]
basmati-paragraph: ಹಾಗಾಗಿ ಭಾರತದ ರೈತರು ಹಾಗೂ ರಫ್ತುದಾರರು ಚಿಂತಿಸುವ ಅಗತ್ಯವಿಲ್ಲ. ಸರ್ಕಾರ ಹೊಸ ಮಾರುಕಟ್ಟೆಗಳತ್ತ ಗಮನ ಹರಿಸಬೇಕು. [196,1268,376,1285]
shloka-body-side: ಪರಾಕ್ರಮವು ದೇಹದ ಬಲಕ್ಕಿಂತಲೂ ಮನಸ್ಸಿನ ದೃಢತೆಯಿಂದ ಹುಟ್ಟುತ್ತದೆ. ಯಾವ ಕಾರ್ಯವನ್ನು ನಿಷ್ಠೆಯಿಂದ ಮಾಡುವೆವೋ ಅದೇ ನಮ್ಮನ್ನು ಎತ್ತರಕ್ಕೇರಿಸುತ್ತದೆ. ಪ್ರಯತ್ನವಿಲ್ಲದ ಫಲ ದೊರೆಯದು ಎಂಬ ಸತ್ಯವನ್ನು ಶಾಸ್ತ್ರಗಳು ಸಾರುತ್ತವೆ. [110,768,268,793]
shloka-paragraph: ಮಾನವನು ತನ್ನ ಕರ್ಮಗಳಿಂದಲೇ ಸಮಾಜದಲ್ಲಿ ಗುರುತಿಸಿಕೊಳ್ಳುತ್ತಾನೆ. ಜ್ಞಾನ, ವಿನಯ, ಶ್ರಮ ಇವು ಯಶಸ್ಸಿನ ಮೂಲ. ಹಿರಿಯರು ಹೇಳಿದಂತೆ ಸತ್ಕರ್ಮವೇ ಸಿದ್ಧಿಯ ದಾರಿ. ಈ ನೀತಿಯನ್ನು ಜೀವನದಲ್ಲಿ ಅಳವಡಿಸಿಕೊಂಡರೆ ಬದುಕು ಸಾರ್ಥಕವಾಗುತ್ತದೆ. [36,850,268,875]
editorial-paragraph: ಸಾಮಾಜಿಕ ಬಹಿಷ್ಕಾರ ಅಥವಾ ಸಾಮಾಜಿಕವಾಗಿ ಗಡೀಪಾರುಮಾಡುವುದು ಎನ್ನುವುದು ವ್ಯಕ್ತಿ ಅಥವಾ ಗುಂಪುಗಳನ್ನು ಸಮಾಜದ ಆರ್ಥಿಕ, ಸಾಮಾಜಿಕ, ಧಾರ್ಮಿಕ ಚಟುವಟಿಕೆಗಳಿಂದ ದೂರವಿಡುವುದು. ಇದು ಮಾನವ ಹಕ್ಕುಗಳ ಸ್ಪಷ್ಟ ಉಲ್ಲಂಘನೆ. ಈ ಕಾನೂನು ಜಾರಿಗೆ ಬಂದರೆ ಬಾಧಿತರಿಗೆ ನ್ಯಾಯ ದೊರೆಯುವ ಸಾಧ್ಯತೆ ಹೆಚ್ಚಲಿದೆ. ಪೊಲೀಸ್ ಹಾಗೂ ಆಡಳಿತ ವ್ಯವಸ್ಥೆ ಸೂಕ್ಷ್ಮವಾಗಿ ಕಾರ್ಯನಿರ್ವಹಿಸಬೇಕು. ಗ್ರಾಮೀಣ ಪ್ರದೇಶಗಳಲ್ಲಿ ಜಾಗೃತಿ ಮೂಡಿಸುವುದು ಅಗತ್ಯ. [40,358,262,393]
crop-mark [900,46,916,86]
parliament-paragraph: ಐದು ಮಂದಿ ಶಸ್ತ್ರಸಜ್ಜಿತ ಉಗ್ರರು ಕಾರಿನಲ್ಲಿ ಸಂಸತ್ ಆವರಣ ಪ್ರವೇಶಿಸಿ ಗುಂಡಿನ ದಾಳಿ ಆರಂಭಿಸಿದರು. ಭದ್ರತಾ ಸಿಬ್ಬಂದಿ ಧೈರ್ಯದಿಂದ ಪ್ರತಿರೋಧ ಒಡ್ಡಿದರು. ಈ ಘಟನೆಯಲ್ಲಿ ಒಂಬತ್ತು ಮಂದಿ ಹುತಾತ್ಮರಾದರು. [290,760,500,776]
editorial-paragraph: ಸಾಮಾಜಿಕ ಬಹಿಷ್ಕಾರ ಪ್ರತಿಬಂಧಕ ಮಸೂದೆಯನ್ನು ಸರ್ಕಾರ ಮಂಡಿಸಿದೆ. ಸಮಾಜದಲ್ಲಿ ಇಂದಿಗೂ ಅಸ್ತಿತ್ವದಲ್ಲಿರುವ ಬಹಿಷ್ಕಾರ ಪದ್ಧತಿಗೆ ಕಡಿವಾಣ ಹಾಕುವುದು ಇದರ ಉದ್ದೇಶ. ಈ ಮಸೂದೆ ಸ್ವಾಗತಾರ್ಹ, ಆದರೆ ಅನುಷ್ಠಾನದಲ್ಲಿ ಅಡ್ಡಿಗಳಾಗದಂತೆ ಎಚ್ಚರ ವಹಿಸಬೇಕು. [40,330,262,356]
olanota-author-box [506,677,628,747]
basmati-paragraph: ಭಾರತದಿಂದ ಅಕ್ಕಿ ಆಮದು ಮಾಡಿಕೊಳ್ಳುವ ದೇಶಗಳಲ್ಲಿ ಅಮೆರಿಕ ಮುಂಚೂಣಿಯಲ್ಲಿಲ್ಲ. ಸೌದಿ ಅರೇಬಿಯಾ, ಇರಾನ್, ಇರಾಕ್ ಮುಂತಾದ ಪಶ್ಚಿಮ ಏಷ್ಯಾ ದೇಶಗಳು ಪ್ರಮುಖ ಖರೀದಿದಾರರು. [574,1262,716,1288]
section-title: ವಿಚಾರ [464,34,546,74]
column-divider [276,96,277,1132]
parliament-headline: ಸಂಸತ್‌ಭವನದ ಮೇಲಿನ ಭಯೋತ್ಪಾದಕ ದಾಳಿಗೆ 24 ವರ್ಷ [290,627,720,652]
main-callout: ಗುರು ಸದಾ ಸಂಪತ್ತು ನೀಡುವ ದೇವ [702,244,772,252]
yellow-dot [114,1444,121,1451]
photo-hair [392,1204,458,1230]
parliament-col-2 [506,756,694,1132]
parliament-paragraph: ಗುಂಡು ಹೊಡೆದರು. ಆದರೆ ಭದ್ರತಾ ಸಿಬ್ಬಂದಿಯ ತ್ವರಿತ ಪ್ರತಿಕ್ರಿಯೆಯಿಂದ ಉಗ್ರರು ಸಂಸತ್ ಕಟ್ಟಡದ ಒಳಗೆ ಪ್ರವೇಶಿಸಲು ಸಾಧ್ಯವಾಗಲಿಲ್ಲ. ಎಲ್ಲ ಐದು ಉಗ್ರರನ್ನು ಹೊಡೆದುರುಳಿಸಲಾಯಿತು. [506,802,694,819]
parliament-col-3 [702,664,896,1132]
basmati-paragraph: ಭಾರತದಿಂದ ಅಕ್ಕಿ ಆಮದು ಮಾಡಿಕೊಳ್ಳುವ ದೇಶಗಳಲ್ಲಿ ಅಮೆರಿಕ ಮುಂಚೂಣಿಯಲ್ಲಿಲ್ಲ. ಸೌದಿ ಅರೇಬಿಯಾ, ಇರಾನ್, ಇರಾಕ್ ಮುಂತಾದ ಪಶ್ಚಿಮ ಏಷ್ಯಾ ದೇಶಗಳು ಪ್ರಮುಖ ಖರೀದಿದಾರರು. [724,1259,896,1285]
cyan-dot [586,1444,593,1451]
